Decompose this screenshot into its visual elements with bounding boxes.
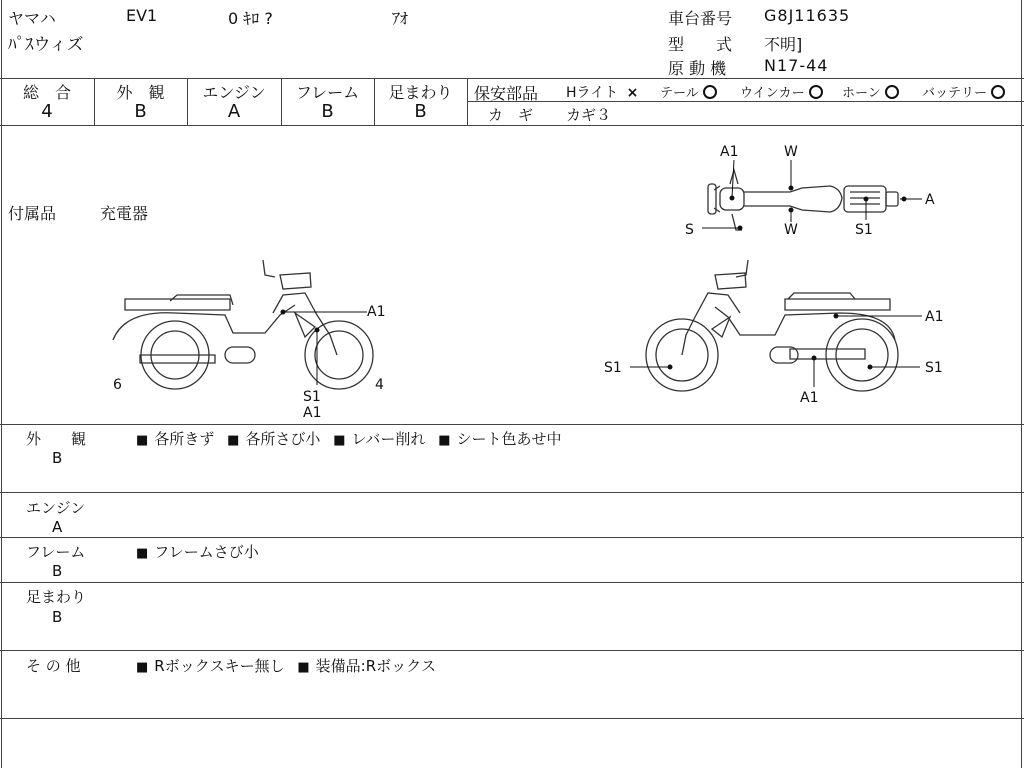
engine-label: 原 動 機 — [668, 59, 727, 78]
safety-battery — [922, 82, 1005, 101]
remark-item: ■ 装備品:Rボックス — [297, 657, 436, 675]
grade-suspension-value: B — [414, 101, 427, 122]
horn-ok-circle-icon — [885, 85, 899, 99]
right-body — [715, 307, 895, 340]
model-code: EV1 — [126, 6, 158, 25]
remarks-exterior-label: 外 観 — [26, 430, 87, 448]
top-tail — [886, 192, 898, 206]
right-rear-rim — [836, 329, 888, 381]
left-seat — [170, 295, 233, 305]
scooter-left-view-diagram — [105, 255, 405, 420]
square-bullet-icon: ■ — [227, 433, 240, 448]
safety-tail — [660, 82, 717, 101]
right-label-a1-top: A1 — [925, 309, 944, 325]
grade-divider-5 — [467, 78, 468, 125]
winker-ok-circle-icon — [809, 85, 823, 99]
winker-label: ウインカー — [740, 86, 805, 101]
headlight-label: Hライト — [566, 85, 619, 101]
left-mirror — [263, 260, 275, 277]
safety-label: 保安部品 — [474, 84, 539, 103]
frame-no: G8J11635 — [764, 6, 851, 25]
right-seat — [788, 293, 855, 299]
model-name: ﾊﾟｽウィズ — [8, 35, 84, 55]
square-bullet-icon: ■ — [136, 546, 149, 561]
remarks-exterior-grade: B — [52, 449, 63, 467]
frame-right — [1021, 0, 1022, 768]
battery-label: バッテリー — [922, 86, 988, 101]
top-front — [708, 184, 716, 214]
remarks-other-label: そ の 他 — [26, 657, 81, 675]
rule-suspension-bottom — [0, 650, 1024, 651]
scooter-top-view-diagram — [685, 140, 950, 240]
left-label-a1b: A1 — [303, 405, 322, 421]
square-bullet-icon: ■ — [297, 660, 310, 675]
grade-exterior-value: B — [134, 101, 147, 122]
right-label-s1-right: S1 — [925, 360, 943, 376]
type-label: 型 式 — [668, 35, 733, 54]
left-label-s1: S1 — [303, 389, 321, 405]
grade-overall-value: 4 — [41, 101, 53, 122]
left-leg-shield — [273, 293, 337, 355]
scooter-right-view-diagram — [600, 255, 960, 415]
key-value: カギ３ — [566, 106, 612, 124]
left-headlight — [280, 273, 311, 289]
grade-frame-label: フレーム — [295, 83, 360, 102]
remark-item: ■ レバー削れ — [333, 430, 426, 448]
rule-diagram-bottom — [0, 424, 1024, 425]
top-label-a: A — [925, 192, 935, 208]
right-leg-shield — [682, 293, 740, 355]
grade-frame-value: B — [321, 101, 334, 122]
remarks-suspension-grade: B — [52, 608, 63, 626]
right-rack — [785, 299, 890, 310]
key-label: カ ギ — [488, 106, 534, 124]
remarks-suspension-label: 足まわり — [26, 588, 87, 606]
engine-no: N17-44 — [764, 56, 829, 75]
rule-engine-bottom — [0, 537, 1024, 538]
safety-winker — [740, 82, 823, 101]
remark-item: ■ 各所さび小 — [227, 430, 321, 448]
grade-engine-value: A — [227, 101, 241, 122]
left-rack — [125, 299, 230, 310]
safety-horn — [842, 82, 899, 101]
accessories-value: 充電器 — [100, 204, 149, 223]
left-label-6: 6 — [113, 377, 122, 393]
grade-suspension-label: 足まわり — [388, 83, 453, 102]
right-vent — [712, 317, 730, 337]
remarks-frame-label: フレーム — [26, 543, 86, 561]
left-label-a1: A1 — [367, 304, 386, 320]
rule-grades-bottom — [0, 125, 1024, 126]
top-label-s: S — [685, 222, 694, 238]
headlight-mark: × — [626, 85, 639, 101]
accessories-label: 付属品 — [8, 204, 57, 223]
grade-engine-label: エンジン — [202, 83, 266, 102]
rule-safety-mid — [467, 101, 1024, 102]
remarks-engine-grade: A — [52, 518, 63, 536]
remark-item: ■ フレームさび小 — [136, 543, 259, 561]
top-label-w-bottom: W — [784, 222, 798, 238]
rule-other-bottom — [0, 718, 1024, 719]
remark-item: ■ 各所きず — [136, 430, 215, 448]
square-bullet-icon: ■ — [333, 433, 346, 448]
square-bullet-icon: ■ — [136, 660, 149, 675]
remarks-other-items — [136, 655, 436, 676]
maker: ヤマハ — [8, 9, 56, 28]
color: ｱｵ — [392, 9, 409, 28]
left-front-rim — [315, 331, 363, 379]
battery-ok-circle-icon — [991, 85, 1005, 99]
top-label-s1: S1 — [855, 222, 873, 238]
type-value: 不明] — [764, 35, 803, 54]
top-mirrors — [714, 186, 720, 212]
rule-exterior-bottom — [0, 492, 1024, 493]
square-bullet-icon: ■ — [438, 433, 451, 448]
remarks-exterior-items — [136, 428, 562, 449]
right-label-a1-bottom: A1 — [800, 390, 819, 406]
right-mirror — [736, 260, 748, 277]
horn-label: ホーン — [842, 86, 881, 101]
remark-item: ■ Rボックスキー無し — [136, 657, 285, 675]
remark-item: ■ シート色あせ中 — [438, 430, 562, 448]
tail-label: テール — [660, 86, 699, 101]
frame-no-label: 車台番号 — [668, 9, 733, 28]
remarks-frame-grade: B — [52, 562, 63, 580]
top-body — [744, 186, 842, 212]
safety-headlight — [566, 82, 638, 102]
left-label-4: 4 — [375, 377, 384, 393]
rule-grades-top — [0, 78, 1024, 79]
left-motor — [225, 347, 255, 363]
square-bullet-icon: ■ — [136, 433, 149, 448]
right-rear-tire — [826, 319, 898, 391]
grade-exterior-label: 外 観 — [116, 83, 165, 102]
remarks-engine-label: エンジン — [26, 499, 86, 517]
mileage: 0 ｷﾛ ? — [228, 9, 273, 28]
right-muffler — [790, 349, 865, 359]
right-label-s1-left: S1 — [604, 360, 622, 376]
remarks-frame-items — [136, 541, 259, 562]
top-label-a1: A1 — [720, 144, 739, 160]
grade-overall-label: 総 合 — [22, 83, 71, 102]
rule-frame-bottom — [0, 582, 1024, 583]
tail-ok-circle-icon — [703, 85, 717, 99]
top-label-w-top: W — [784, 144, 798, 160]
